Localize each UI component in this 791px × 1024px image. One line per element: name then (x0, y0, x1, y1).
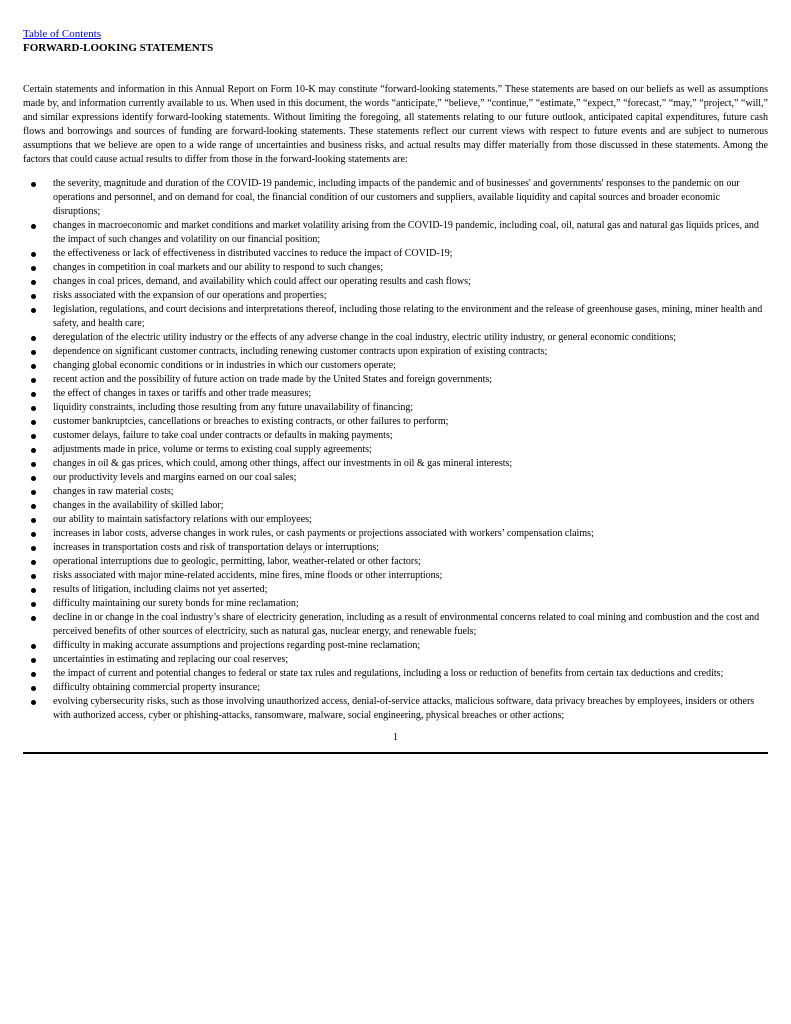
list-item: deregulation of the electric utility industry or the effects of any adverse change in the coal industry, electric utility industry, or general economic conditions; (23, 331, 768, 345)
page-number: 1 (393, 732, 398, 743)
list-item: changes in the availability of skilled labor; (23, 499, 768, 513)
list-item: the impact of current and potential changes to federal or state tax rules and regulations, including a loss or reduction of benefits from certain tax deductions and credits; (23, 667, 768, 681)
list-item: the effectiveness or lack of effectiveness in distributed vaccines to reduce the impact of COVID-19; (23, 247, 768, 261)
list-item: changes in oil & gas prices, which could, among other things, affect our investments in oil & gas mineral interests; (23, 457, 768, 471)
list-item: difficulty maintaining our surety bonds for mine reclamation; (23, 597, 768, 611)
risk-factor-list (23, 177, 768, 723)
list-item: our productivity levels and margins earned on our coal sales; (23, 471, 768, 485)
list-item: changes in coal prices, demand, and availability which could affect our operating results and cash flows; (23, 275, 768, 289)
list-item: difficulty in making accurate assumptions and projections regarding post-mine reclamation; (23, 639, 768, 653)
list-item: customer bankruptcies, cancellations or breaches to existing contracts, or other failures to perform; (23, 415, 768, 429)
list-item: dependence on significant customer contracts, including renewing customer contracts upon expiration of existing contracts; (23, 345, 768, 359)
list-item: decline in or change in the coal industry’s share of electricity generation, including as a result of environmental concerns related to coal mining and combustion and the cost and perceived benefits of other sources of electricity, such as natural gas, nuclear energy, and renewable fuels; (23, 611, 768, 639)
list-item: the effect of changes in taxes or tariffs and other trade measures; (23, 387, 768, 401)
list-item: our ability to maintain satisfactory relations with our employees; (23, 513, 768, 527)
document-page (23, 28, 768, 754)
list-item: changing global economic conditions or in industries in which our customers operate; (23, 359, 768, 373)
list-item: evolving cybersecurity risks, such as those involving unauthorized access, denial-of-service attacks, malicious software, data privacy breaches by employees, insiders or others with authorized access, cyber or phishing-attacks, ransomware, malware, social engineering, physical breaches or other actions; (23, 695, 768, 723)
section-heading: FORWARD-LOOKING STATEMENTS (23, 42, 214, 54)
list-item: increases in transportation costs and risk of transportation delays or interruptions; (23, 541, 768, 555)
list-item: risks associated with major mine-related accidents, mine fires, mine floods or other interruptions; (23, 569, 768, 583)
list-item: customer delays, failure to take coal under contracts or defaults in making payments; (23, 429, 768, 443)
list-item: the severity, magnitude and duration of the COVID-19 pandemic, including impacts of the pandemic and of businesses' and governments' responses to the pandemic on our operations and personnel, and on demand for coal, the financial condition of our customers and suppliers, available liquidity and capital sources and broader economic disruptions; (23, 177, 768, 219)
list-item: liquidity constraints, including those resulting from any future unavailability of financing; (23, 401, 768, 415)
list-item: legislation, regulations, and court decisions and interpretations thereof, including those relating to the environment and the release of greenhouse gases, mining, miner health and safety, and health care; (23, 303, 768, 331)
list-item: adjustments made in price, volume or terms to existing coal supply agreements; (23, 443, 768, 457)
list-item: difficulty obtaining commercial property insurance; (23, 681, 768, 695)
list-item: recent action and the possibility of future action on trade made by the United States and foreign governments; (23, 373, 768, 387)
list-item: results of litigation, including claims not yet asserted; (23, 583, 768, 597)
list-item: changes in raw material costs; (23, 485, 768, 499)
page-divider (23, 752, 768, 754)
list-item: changes in macroeconomic and market conditions and market volatility arising from the COVID-19 pandemic, including coal, oil, natural gas and natural gas liquids prices, and the impact of such changes and volatility on our financial position; (23, 219, 768, 247)
table-of-contents-link[interactable]: Table of Contents (23, 28, 102, 40)
list-item: risks associated with the expansion of our operations and properties; (23, 289, 768, 303)
list-item: changes in competition in coal markets and our ability to respond to such changes; (23, 261, 768, 275)
intro-paragraph: Certain statements and information in this Annual Report on Form 10-K may constitute “forward-looking statements.” These statements are based on our beliefs as well as assumptions made by, and information currently available to us. When used in this document, the words “anticipate,” “believe,” “continue,” “estimate,” “expect,” “forecast,” “may,” “project,” “will,” and similar expressions identify forward-looking statements. Without limiting the foregoing, all statements relating to our future outlook, anticipated capital expenditures, future cash flows and borrowings and sources of funding are forward-looking statements. These statements reflect our current views with respect to future events and are subject to numerous assumptions that we believe are open to a wide range of uncertainties and business risks, and actual results may differ materially from those discussed in these statements. Among the factors that could cause actual results to differ from those in the forward-looking statements are: (23, 84, 768, 165)
list-item: uncertainties in estimating and replacing our coal reserves; (23, 653, 768, 667)
list-item: increases in labor costs, adverse changes in work rules, or cash payments or projections associated with workers’ compensation claims; (23, 527, 768, 541)
list-item: operational interruptions due to geologic, permitting, labor, weather-related or other factors; (23, 555, 768, 569)
